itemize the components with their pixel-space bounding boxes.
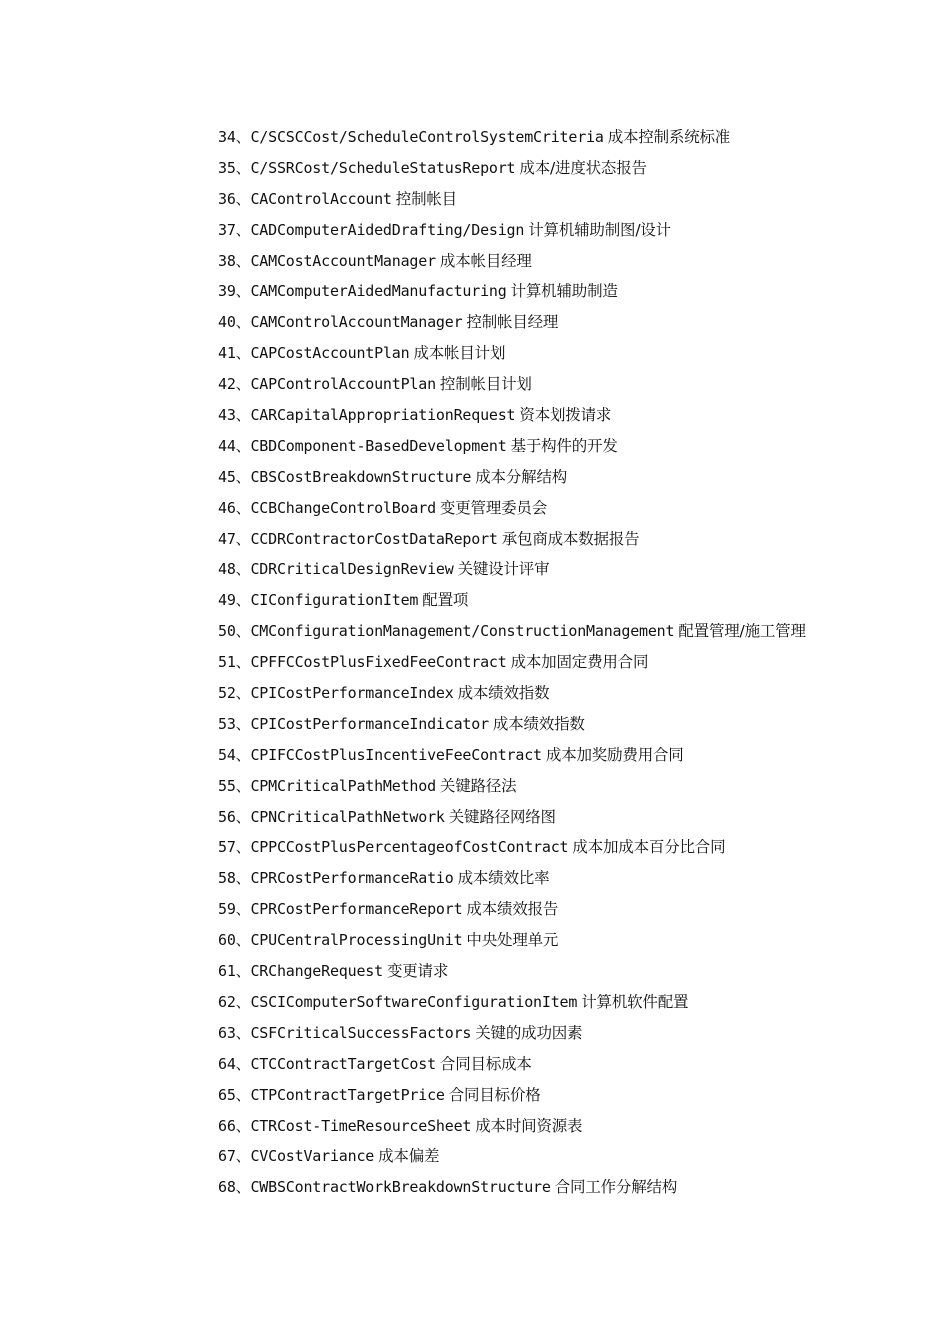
entry-number: 66、 (218, 1116, 251, 1135)
entry-term: CARCapitalAppropriationRequest (250, 406, 516, 425)
entry-number: 48、 (218, 560, 251, 579)
list-item (218, 771, 918, 802)
entry-number: 42、 (218, 375, 251, 394)
entry-term: CPNCriticalPathNetwork (250, 807, 445, 826)
entry-term: CTPContractTargetPrice (250, 1085, 445, 1104)
entry-term: CRChangeRequest (250, 962, 383, 981)
entry-translation: 关键路径网络图 (448, 807, 556, 826)
entry-translation: 成本帐目计划 (413, 344, 506, 363)
entry-term: CPMCriticalPathMethod (250, 776, 436, 795)
entry-translation: 成本分解结构 (475, 467, 568, 486)
entry-translation: 成本绩效比率 (457, 869, 550, 888)
entry-term: CPICostPerformanceIndex (250, 684, 454, 703)
entry-number: 52、 (218, 684, 251, 703)
list-item (218, 554, 918, 585)
list-item (218, 832, 918, 863)
entry-translation: 合同目标成本 (439, 1054, 532, 1073)
entry-number: 38、 (218, 251, 251, 270)
entry-translation: 控制帐目 (395, 189, 457, 208)
list-item (218, 431, 918, 462)
entry-term: CADComputerAidedDrafting/Design (250, 220, 525, 239)
entry-number: 61、 (218, 962, 251, 981)
entry-translation: 成本加成本百分比合同 (572, 838, 726, 857)
entry-translation: 变更管理委员会 (439, 498, 548, 517)
entry-number: 46、 (218, 498, 251, 517)
entry-term: CTCContractTargetCost (250, 1054, 436, 1073)
entry-translation: 基于构件的开发 (510, 436, 618, 455)
list-item (218, 122, 918, 153)
entry-term: CAMControlAccountManager (250, 313, 463, 332)
entry-term: CCDRContractorCostDataReport (250, 529, 498, 548)
entry-translation: 配置项 (422, 591, 469, 610)
entry-translation: 计算机软件配置 (581, 992, 689, 1011)
entry-term: CAPCostAccountPlan (250, 344, 410, 363)
entry-number: 41、 (218, 344, 251, 363)
entry-translation: 计算机辅助制图/设计 (528, 220, 671, 239)
list-item (218, 987, 918, 1018)
entry-term: CSFCriticalSuccessFactors (250, 1023, 472, 1042)
entry-term: CPICostPerformanceIndicator (250, 714, 489, 733)
list-item (218, 740, 918, 771)
entry-number: 53、 (218, 714, 251, 733)
entry-translation: 关键的成功因素 (475, 1023, 583, 1042)
entry-term: CAControlAccount (250, 189, 392, 208)
entry-translation: 配置管理/施工管理 (678, 622, 806, 641)
entry-number: 56、 (218, 807, 251, 826)
entry-term: CPPCCostPlusPercentageofCostContract (250, 838, 569, 857)
entry-term: CPFFCCostPlusFixedFeeContract (250, 653, 507, 672)
entry-translation: 关键设计评审 (457, 560, 550, 579)
entry-number: 40、 (218, 313, 251, 332)
entry-translation: 合同目标价格 (448, 1085, 541, 1104)
entry-term: CBSCostBreakdownStructure (250, 467, 472, 486)
list-item (218, 678, 918, 709)
entry-number: 67、 (218, 1147, 251, 1166)
entry-number: 63、 (218, 1023, 251, 1042)
list-item (218, 1111, 918, 1142)
entry-term: CAPControlAccountPlan (250, 375, 436, 394)
entry-term: CPRCostPerformanceReport (250, 900, 463, 919)
entry-number: 68、 (218, 1178, 251, 1197)
entry-number: 62、 (218, 992, 251, 1011)
entry-translation: 成本加奖励费用合同 (545, 745, 684, 764)
entry-translation: 承包商成本数据报告 (501, 529, 640, 548)
entry-term: CDRCriticalDesignReview (250, 560, 454, 579)
entry-term: CWBSContractWorkBreakdownStructure (250, 1178, 551, 1197)
entry-number: 51、 (218, 653, 251, 672)
entry-number: 39、 (218, 282, 251, 301)
list-item (218, 925, 918, 956)
entry-translation: 成本控制系统标准 (607, 128, 731, 146)
entry-translation: 控制帐目经理 (466, 313, 559, 332)
entry-translation: 成本绩效报告 (466, 900, 559, 919)
entry-translation: 计算机辅助制造 (510, 282, 618, 301)
entry-number: 60、 (218, 931, 251, 950)
list-item (218, 1049, 918, 1080)
entry-term: CAMComputerAidedManufacturing (250, 282, 507, 301)
entry-number: 36、 (218, 189, 251, 208)
list-item (218, 524, 918, 555)
list-item (218, 338, 918, 369)
entry-number: 44、 (218, 436, 251, 455)
entry-number: 55、 (218, 776, 251, 795)
entry-translation: 中央处理单元 (466, 931, 559, 950)
entry-term: CSCIComputerSoftwareConfigurationItem (250, 992, 578, 1011)
entry-number: 54、 (218, 745, 251, 764)
entry-number: 59、 (218, 900, 251, 919)
list-item (218, 709, 918, 740)
entry-number: 65、 (218, 1085, 251, 1104)
entry-term: CVCostVariance (250, 1147, 375, 1166)
entry-translation: 成本绩效指数 (457, 684, 550, 703)
list-item (218, 493, 918, 524)
list-item (218, 802, 918, 833)
entry-translation: 关键路径法 (439, 776, 517, 795)
entry-term: CPRCostPerformanceRatio (250, 869, 454, 888)
entry-number: 43、 (218, 406, 251, 425)
entry-term: CBDComponent-BasedDevelopment (250, 436, 507, 455)
glossary-list (218, 122, 918, 1203)
entry-number: 35、 (218, 158, 251, 177)
entry-translation: 成本偏差 (378, 1147, 440, 1166)
entry-term: CCBChangeControlBoard (250, 498, 436, 517)
entry-translation: 成本时间资源表 (475, 1116, 583, 1135)
entry-number: 64、 (218, 1054, 251, 1073)
list-item (218, 1172, 918, 1203)
entry-term: CPUCentralProcessingUnit (250, 931, 463, 950)
entry-translation: 合同工作分解结构 (554, 1178, 678, 1197)
list-item (218, 153, 918, 184)
entry-number: 49、 (218, 591, 251, 610)
entry-number: 34、 (218, 128, 251, 146)
entry-translation: 成本绩效指数 (492, 714, 585, 733)
entry-term: C/SSRCost/ScheduleStatusReport (250, 158, 516, 177)
list-item (218, 1080, 918, 1111)
list-item (218, 246, 918, 277)
list-item (218, 894, 918, 925)
entry-term: CIConfigurationItem (250, 591, 419, 610)
entry-term: CTRCost-TimeResourceSheet (250, 1116, 472, 1135)
entry-number: 58、 (218, 869, 251, 888)
entry-term: CMConfigurationManagement/ConstructionManagement (250, 622, 675, 641)
list-item (218, 184, 918, 215)
entry-term: CPIFCCostPlusIncentiveFeeContract (250, 745, 542, 764)
list-item (218, 215, 918, 246)
entry-number: 45、 (218, 467, 251, 486)
list-item (218, 647, 918, 678)
list-item (218, 956, 918, 987)
entry-number: 47、 (218, 529, 251, 548)
entry-translation: 成本帐目经理 (439, 251, 532, 270)
entry-term: CAMCostAccountManager (250, 251, 436, 270)
entry-translation: 资本划拨请求 (519, 406, 612, 425)
list-item (218, 1141, 918, 1172)
list-item (218, 462, 918, 493)
list-item (218, 863, 918, 894)
list-item (218, 369, 918, 400)
entry-number: 50、 (218, 622, 251, 641)
list-item (218, 1018, 918, 1049)
list-item (218, 307, 918, 338)
entry-translation: 变更请求 (386, 962, 449, 981)
entry-number: 37、 (218, 220, 251, 239)
entry-term: C/SCSCCost/ScheduleControlSystemCriteria (250, 128, 604, 146)
list-item (218, 585, 918, 616)
list-item (218, 276, 918, 307)
entry-translation: 成本/进度状态报告 (519, 158, 647, 177)
list-item (218, 400, 918, 431)
entry-translation: 控制帐目计划 (439, 375, 532, 394)
entry-number: 57、 (218, 838, 251, 857)
entry-translation: 成本加固定费用合同 (510, 653, 649, 672)
list-item (218, 616, 918, 647)
